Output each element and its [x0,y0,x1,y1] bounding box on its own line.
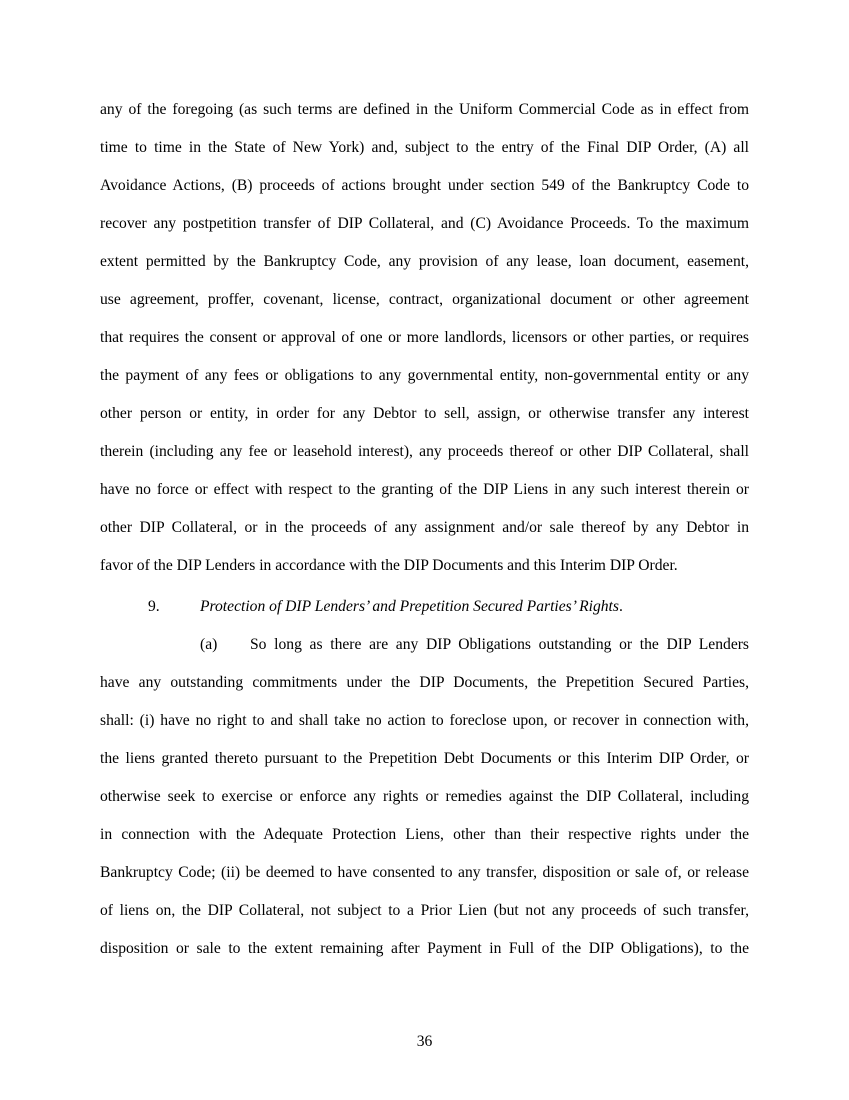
body-text-line: shall: (i) have no right to and shall take no action to foreclose upon, or recover in connection with, [100,712,749,729]
body-text-line: other DIP Collateral, or in the proceeds of any assignment and/or sale thereof by any Debtor in [100,519,749,536]
body-text-line: the liens granted thereto pursuant to the Prepetition Debt Documents or this Interim DIP Order, or [100,750,749,767]
section-title-text: Protection of DIP Lenders’ and Prepetition Secured Parties’ Rights [200,598,619,615]
body-text-line: the payment of any fees or obligations to any governmental entity, non-governmental entity or any [100,367,749,384]
body-text-line: have any outstanding commitments under the DIP Documents, the Prepetition Secured Parties, [100,674,749,691]
body-text-line: in connection with the Adequate Protection Liens, other than their respective rights under the [100,826,749,843]
section-title-period: . [618,598,623,615]
subsection-first-line-text: So long as there are any DIP Obligations outstanding or the DIP Lenders [250,636,749,653]
body-text-line: that requires the consent or approval of one or more landlords, licensors or other parties, or requires [100,329,749,346]
body-text-line: of liens on, the DIP Collateral, not subject to a Prior Lien (but not any proceeds of such transfer, [100,902,749,919]
body-text-line: Bankruptcy Code; (ii) be deemed to have consented to any transfer, disposition or sale of, or release [100,864,749,881]
body-text-line: favor of the DIP Lenders in accordance with the DIP Documents and this Interim DIP Order. [100,557,678,574]
body-text-line: other person or entity, in order for any Debtor to sell, assign, or otherwise transfer any interest [100,405,749,422]
body-text-line: use agreement, proffer, covenant, license, contract, organizational document or other agreement [100,291,749,308]
body-text-line: extent permitted by the Bankruptcy Code, any provision of any lease, loan document, easement, [100,253,749,270]
body-text-line: any of the foregoing (as such terms are defined in the Uniform Commercial Code as in effect from [100,101,749,118]
body-text-line: have no force or effect with respect to the granting of the DIP Liens in any such interest therein or [100,481,749,498]
body-text-line: disposition or sale to the extent remaining after Payment in Full of the DIP Obligations), to the [100,940,749,957]
body-text-line: recover any postpetition transfer of DIP Collateral, and (C) Avoidance Proceeds. To the maximum [100,215,749,232]
body-text-line: otherwise seek to exercise or enforce any rights or remedies against the DIP Collateral, including [100,788,749,805]
page-number: 36 [416,1033,433,1050]
section-title [200,597,623,617]
section-number: 9. [148,598,160,615]
body-text-line: time to time in the State of New York) and, subject to the entry of the Final DIP Order, (A) all [100,139,749,156]
subsection-label: (a) [200,636,218,653]
body-text-line: therein (including any fee or leasehold interest), any proceeds thereof or other DIP Collateral, shall [100,443,749,460]
body-text-line: Avoidance Actions, (B) proceeds of actions brought under section 549 of the Bankruptcy Code to [100,177,749,194]
